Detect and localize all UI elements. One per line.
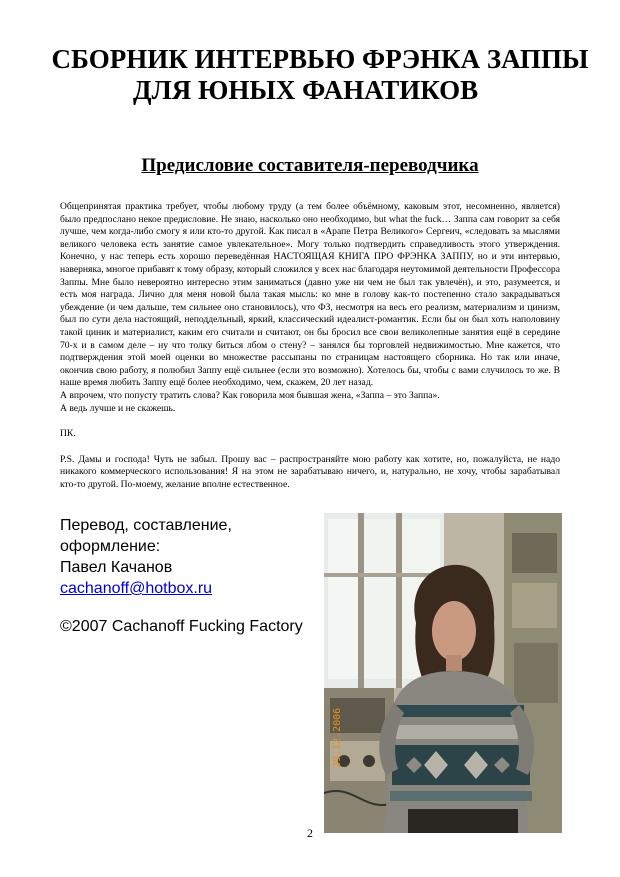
signoff: ПК. xyxy=(60,428,76,440)
postscript: P.S. Дамы и господа! Чуть не забыл. Прошу вас – распространяйте мою работу как хотите, но, пожалуйста, не надо никакого коммерческого использования! Я на этом не зарабатываю ничего, и, натурально, не хочу, чтобы зарабатывал кто-то другой. По-моему, желание вполне естественное. xyxy=(60,453,560,490)
preface-paragraph-3: А ведь лучше и не скажешь. xyxy=(60,402,176,414)
author-photo xyxy=(324,513,562,833)
credits-role-line-1: Перевод, составление, xyxy=(60,517,232,534)
copyright: ©2007 Cachanoff Fucking Factory xyxy=(60,618,303,635)
preface-paragraph-2: А впрочем, что попусту тратить слова? Как говорила моя бывшая жена, «Заппа – это Заппа». xyxy=(60,389,440,401)
preface-body xyxy=(60,201,560,491)
credits-role-line-2: оформление: xyxy=(60,538,161,555)
preface-paragraph-1: Общепринятая практика требует, чтобы любому труду (а тем более объёмному, каковым этот, несомненно, является) было предпослано некое предисловие. Не знаю, насколько оно необходимо, but what the fuck… Заппа сам говорит за себя лучше, чем когда-либо смогу я или кто-то другой. Как писал в «Арапе Петра Великого» Сергеич, «следовать за мыслями великого человека есть занятие самое увлекательное». Могу только подтвердить справедливость этого утверждения. Конечно, у нас теперь есть хорошо переведённая НАСТОЯЩАЯ КНИГА ПРО ФРЭНКА ЗАППУ, но и эти интервью, наверняка, многое прибавят к тому образу, который сложился у всех нас благодаря неутомимой деятельности Профессора Заппы. Мне было невероятно интересно этим заниматься (давно уже ни чем не был так увлечён), и это, разумеется, и есть моя награда. Лично для меня новой была такая мысль: ко мне в голову как-то постепенно стало закрадываться убеждение (и чем дальше, тем сильнее оно становилось), что ФЗ, несмотря на весь его реализм, материализм и цинизм, был по сути дела настоящий, неподдельный, яркий, классический идеалист-романтик. Если бы он был хоть наполовину такой циник и материалист, каким его считали и считают, он бы бросил все свои великолепные занятия ещё в середине 70-х и в самом деле – ну что толку биться лбом о стену? – занялся бы торговлей недвижимостью. Мне кажется, что подтверждения этой моей оценки во множестве рассыпаны по страницам настоящего сборника. Но так или иначе, окончив свою работу, я полюбил Заппу ещё сильнее (если это возможно). Хотелось бы, чтобы с вами случилось то же. В наше время любить Заппу ещё более необходимо, чем, скажем, 20 лет назад. xyxy=(60,201,560,389)
page-title xyxy=(40,44,600,106)
credits-name: Павел Качанов xyxy=(60,559,173,576)
email-link[interactable]: cachanoff@hotbox.ru xyxy=(60,580,213,597)
title-line-2: ДЛЯ ЮНЫХ ФАНАТИКОВ xyxy=(133,75,479,105)
page-number: 2 xyxy=(307,826,313,840)
photo-date-stamp: 29.12.2006 xyxy=(332,707,343,768)
author-photo-illustration xyxy=(324,513,562,833)
credits xyxy=(60,515,315,637)
title-line-1: СБОРНИК ИНТЕРВЬЮ ФРЭНКА ЗАППЫ xyxy=(51,44,589,74)
section-heading: Предисловие составителя-переводчика xyxy=(141,155,479,176)
